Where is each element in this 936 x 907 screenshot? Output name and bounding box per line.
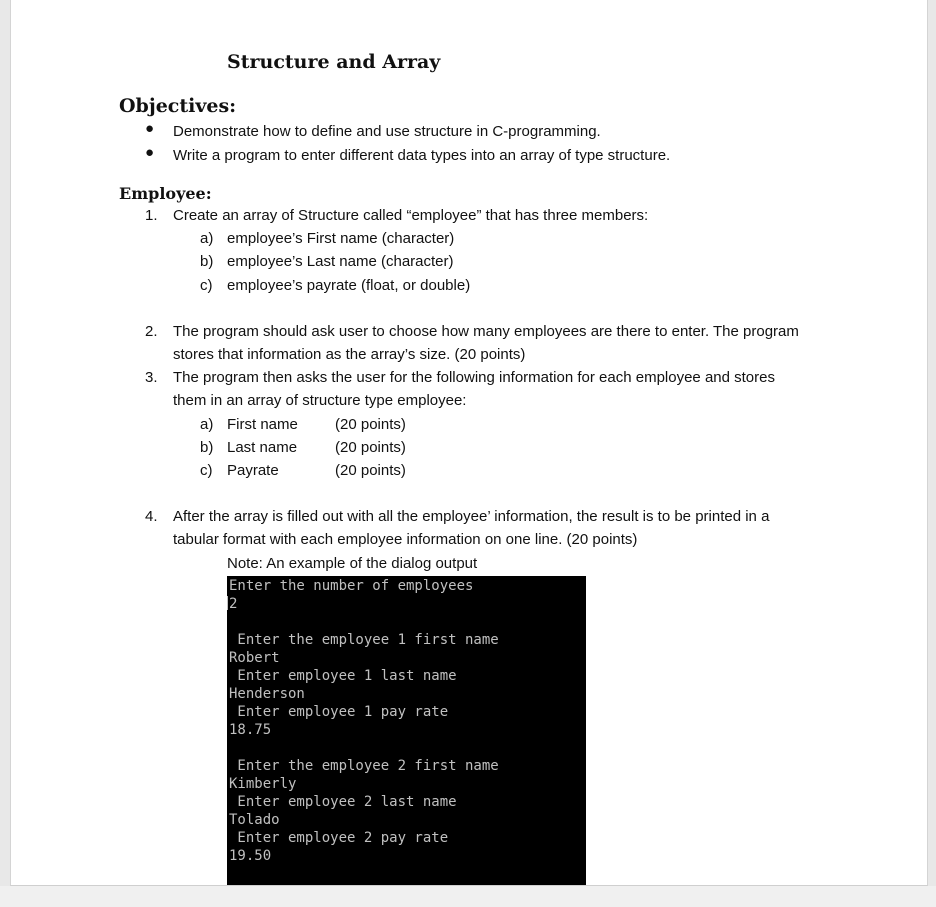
item-text: tabular format with each employee information on one line. (20 points)	[173, 531, 638, 548]
console-line: Enter employee 1 pay rate	[229, 704, 449, 720]
subitem-points: (20 points)	[335, 462, 406, 479]
console-line: 18.75	[229, 722, 272, 738]
console-line: 19.50	[229, 848, 272, 864]
bullet-icon: ●	[145, 120, 155, 137]
subitem-points: (20 points)	[335, 439, 406, 456]
item-number: 2.	[145, 323, 158, 340]
console-line: Henderson	[229, 686, 305, 702]
subitem-letter: c)	[200, 277, 213, 294]
item-text: them in an array of structure type employee:	[173, 392, 467, 409]
subitem-letter: a)	[200, 416, 214, 433]
objective-item: Demonstrate how to define and use structure in C-programming.	[173, 123, 601, 140]
console-line: Tolado	[229, 812, 280, 828]
console-line: Enter employee 2 last name	[229, 794, 457, 810]
item-text: Create an array of Structure called “employee” that has three members:	[173, 207, 649, 224]
console-output	[227, 576, 586, 886]
item-text: After the array is filled out with all the employee’ information, the result is to be printed in a	[173, 508, 770, 525]
subitem-letter: b)	[200, 253, 214, 270]
console-line: Enter the employee 1 first name	[229, 632, 499, 648]
item-number: 1.	[145, 207, 158, 224]
item-number: 4.	[145, 508, 158, 525]
console-line: Enter the number of employees	[229, 578, 474, 594]
console-line: 2	[229, 596, 238, 612]
item-text: The program should ask user to choose how many employees are there to enter. The program	[173, 323, 799, 340]
document-title: Structure and Array	[227, 51, 441, 73]
console-line: Robert	[229, 650, 280, 666]
objective-item: Write a program to enter different data types into an array of type structure.	[173, 147, 671, 164]
employee-heading: Employee:	[119, 184, 212, 203]
item-text: The program then asks the user for the following information for each employee and stores	[173, 369, 775, 386]
subitem-text: employee’s Last name (character)	[227, 253, 454, 270]
subitem-text: employee’s First name (character)	[227, 230, 455, 247]
subitem-text: Payrate	[227, 462, 279, 479]
subitem-letter: a)	[200, 230, 214, 247]
subitem-letter: c)	[200, 462, 213, 479]
console-line: Enter employee 1 last name	[229, 668, 457, 684]
bullet-icon: ●	[145, 144, 155, 161]
console-line: Enter employee 2 pay rate	[229, 830, 449, 846]
item-number: 3.	[145, 369, 158, 386]
subitem-letter: b)	[200, 439, 214, 456]
item-text: stores that information as the array’s size. (20 points)	[173, 346, 526, 363]
document-page	[10, 0, 928, 886]
objectives-heading: Objectives:	[119, 95, 237, 117]
subitem-points: (20 points)	[335, 416, 406, 433]
console-line: Enter the employee 2 first name	[229, 758, 499, 774]
console-line: Kimberly	[229, 776, 297, 792]
subitem-text: First name	[227, 416, 298, 433]
note-text: Note: An example of the dialog output	[227, 555, 478, 572]
subitem-text: employee’s payrate (float, or double)	[227, 277, 471, 294]
subitem-text: Last name	[227, 439, 298, 456]
cursor-marker	[227, 596, 228, 610]
window-bottom-bar	[0, 886, 936, 907]
